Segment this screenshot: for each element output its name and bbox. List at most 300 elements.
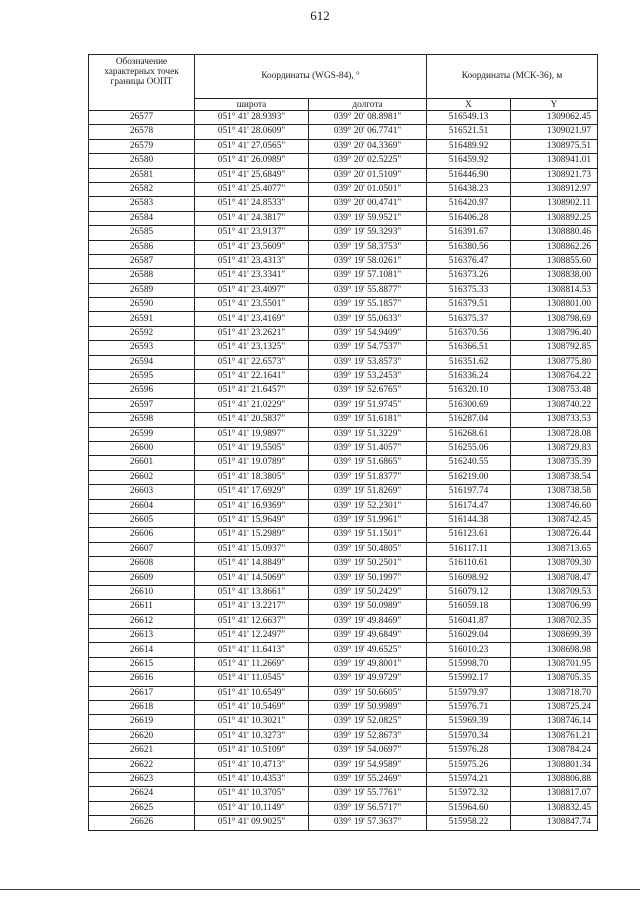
latitude-cell: 051° 41' 28.9393" [195, 111, 309, 125]
coordinates-table [88, 54, 598, 831]
point-number: 26603 [89, 485, 195, 499]
latitude-cell: 051° 41' 23.4097" [195, 283, 309, 297]
x-cell: 516287.04 [427, 413, 511, 427]
y-cell: 1308735.39 [511, 456, 598, 470]
point-number: 26622 [89, 758, 195, 772]
longitude-cell: 039° 20' 08.8981" [309, 111, 427, 125]
latitude-cell: 051° 41' 24.8533" [195, 197, 309, 211]
longitude-cell: 039° 19' 51.6181" [309, 413, 427, 427]
y-cell: 1308792.85 [511, 341, 598, 355]
x-cell: 516268.61 [427, 427, 511, 441]
table-row [89, 629, 598, 643]
y-cell: 1308738.58 [511, 485, 598, 499]
table-row [89, 657, 598, 671]
table-row [89, 154, 598, 168]
longitude-cell: 039° 19' 49.8001" [309, 657, 427, 671]
latitude-cell: 051° 41' 11.2669" [195, 657, 309, 671]
point-number: 26579 [89, 139, 195, 153]
x-cell: 516366.51 [427, 341, 511, 355]
table-row [89, 197, 598, 211]
x-cell: 516379.51 [427, 298, 511, 312]
x-cell: 516446.90 [427, 168, 511, 182]
y-cell: 1308832.45 [511, 801, 598, 815]
longitude-cell: 039° 19' 51.8377" [309, 470, 427, 484]
longitude-cell: 039° 19' 53.2453" [309, 370, 427, 384]
x-cell: 516320.10 [427, 384, 511, 398]
latitude-cell: 051° 41' 21.6457" [195, 384, 309, 398]
x-cell: 516380.56 [427, 240, 511, 254]
table-row [89, 499, 598, 513]
x-cell: 516489.92 [427, 139, 511, 153]
table-row [89, 254, 598, 268]
latitude-cell: 051° 41' 18.3805" [195, 470, 309, 484]
point-number: 26606 [89, 528, 195, 542]
table-row [89, 226, 598, 240]
point-number: 26588 [89, 269, 195, 283]
point-number: 26593 [89, 341, 195, 355]
longitude-cell: 039° 19' 55.0633" [309, 312, 427, 326]
longitude-cell: 039° 19' 51.3229" [309, 427, 427, 441]
y-cell: 1308701.95 [511, 657, 598, 671]
longitude-cell: 039° 19' 51.8269" [309, 485, 427, 499]
table-row [89, 485, 598, 499]
y-cell: 1308698.98 [511, 643, 598, 657]
point-number: 26625 [89, 801, 195, 815]
longitude-cell: 039° 19' 55.1857" [309, 298, 427, 312]
table-body [89, 111, 598, 831]
longitude-cell: 039° 19' 53.8573" [309, 355, 427, 369]
y-cell: 1309062.45 [511, 111, 598, 125]
y-cell: 1308702.35 [511, 614, 598, 628]
bottom-rule [0, 889, 640, 890]
longitude-cell: 039° 20' 01.0501" [309, 182, 427, 196]
x-cell: 515972.32 [427, 787, 511, 801]
longitude-cell: 039° 19' 56.5717" [309, 801, 427, 815]
longitude-cell: 039° 19' 51.4057" [309, 441, 427, 455]
longitude-cell: 039° 19' 51.9745" [309, 398, 427, 412]
header-longitude: долгота [309, 99, 427, 111]
longitude-cell: 039° 19' 55.2469" [309, 772, 427, 786]
latitude-cell: 051° 41' 19.5505" [195, 441, 309, 455]
x-cell: 515958.22 [427, 816, 511, 830]
latitude-cell: 051° 41' 11.0545" [195, 672, 309, 686]
table-row [89, 801, 598, 815]
point-number: 26584 [89, 211, 195, 225]
latitude-cell: 051° 41' 12.2497" [195, 629, 309, 643]
longitude-cell: 039° 20' 02.5225" [309, 154, 427, 168]
header-y: Y [511, 99, 598, 111]
table-row [89, 312, 598, 326]
x-cell: 516041.87 [427, 614, 511, 628]
table-row [89, 744, 598, 758]
longitude-cell: 039° 19' 52.8673" [309, 729, 427, 743]
y-cell: 1308725.24 [511, 701, 598, 715]
longitude-cell: 039° 19' 50.2429" [309, 585, 427, 599]
latitude-cell: 051° 41' 19.9897" [195, 427, 309, 441]
point-number: 26616 [89, 672, 195, 686]
longitude-cell: 039° 19' 50.0989" [309, 600, 427, 614]
point-number: 26578 [89, 125, 195, 139]
longitude-cell: 039° 19' 59.9521" [309, 211, 427, 225]
y-cell: 1308975.51 [511, 139, 598, 153]
y-cell: 1308862.26 [511, 240, 598, 254]
x-cell: 516079.12 [427, 585, 511, 599]
x-cell: 515998.70 [427, 657, 511, 671]
longitude-cell: 039° 19' 50.9989" [309, 701, 427, 715]
latitude-cell: 051° 41' 28.0609" [195, 125, 309, 139]
longitude-cell: 039° 19' 50.6605" [309, 686, 427, 700]
y-cell: 1308742.45 [511, 513, 598, 527]
y-cell: 1308699.39 [511, 629, 598, 643]
latitude-cell: 051° 41' 16.9369" [195, 499, 309, 513]
table-row [89, 413, 598, 427]
x-cell: 516375.33 [427, 283, 511, 297]
longitude-cell: 039° 19' 50.1997" [309, 571, 427, 585]
y-cell: 1308746.14 [511, 715, 598, 729]
point-number: 26626 [89, 816, 195, 830]
latitude-cell: 051° 41' 10.4353" [195, 772, 309, 786]
latitude-cell: 051° 41' 10.4713" [195, 758, 309, 772]
x-cell: 515964.60 [427, 801, 511, 815]
x-cell: 516144.38 [427, 513, 511, 527]
header-msk36: Координаты (МСК-36), м [427, 55, 598, 99]
point-number: 26595 [89, 370, 195, 384]
latitude-cell: 051° 41' 11.6413" [195, 643, 309, 657]
longitude-cell: 039° 19' 57.1081" [309, 269, 427, 283]
y-cell: 1308806.88 [511, 772, 598, 786]
longitude-cell: 039° 19' 54.7537" [309, 341, 427, 355]
x-cell: 516010.23 [427, 643, 511, 657]
y-cell: 1308814.53 [511, 283, 598, 297]
point-number: 26592 [89, 326, 195, 340]
table-row [89, 600, 598, 614]
table-row [89, 355, 598, 369]
y-cell: 1308798.69 [511, 312, 598, 326]
y-cell: 1308706.99 [511, 600, 598, 614]
point-number: 26577 [89, 111, 195, 125]
point-number: 26617 [89, 686, 195, 700]
x-cell: 516373.26 [427, 269, 511, 283]
latitude-cell: 051° 41' 26.0989" [195, 154, 309, 168]
latitude-cell: 051° 41' 15.0937" [195, 542, 309, 556]
latitude-cell: 051° 41' 21.0229" [195, 398, 309, 412]
table-row [89, 211, 598, 225]
y-cell: 1308941.01 [511, 154, 598, 168]
x-cell: 516438.23 [427, 182, 511, 196]
point-number: 26608 [89, 557, 195, 571]
latitude-cell: 051° 41' 10.5109" [195, 744, 309, 758]
x-cell: 516300.69 [427, 398, 511, 412]
y-cell: 1308838.00 [511, 269, 598, 283]
latitude-cell: 051° 41' 10.6549" [195, 686, 309, 700]
point-number: 26601 [89, 456, 195, 470]
latitude-cell: 051° 41' 15.9649" [195, 513, 309, 527]
latitude-cell: 051° 41' 14.8849" [195, 557, 309, 571]
longitude-cell: 039° 19' 51.1501" [309, 528, 427, 542]
table-row [89, 816, 598, 830]
latitude-cell: 051° 41' 10.3021" [195, 715, 309, 729]
header-wgs84: Координаты (WGS-84), ° [195, 55, 427, 99]
table-row [89, 427, 598, 441]
point-number: 26597 [89, 398, 195, 412]
table-row [89, 614, 598, 628]
y-cell: 1308796.40 [511, 326, 598, 340]
table-row [89, 384, 598, 398]
longitude-cell: 039° 19' 55.8877" [309, 283, 427, 297]
point-number: 26604 [89, 499, 195, 513]
latitude-cell: 051° 41' 14.5069" [195, 571, 309, 585]
latitude-cell: 051° 41' 17.6929" [195, 485, 309, 499]
x-cell: 516459.92 [427, 154, 511, 168]
y-cell: 1308892.25 [511, 211, 598, 225]
point-number: 26614 [89, 643, 195, 657]
table-row [89, 139, 598, 153]
longitude-cell: 039° 19' 52.0825" [309, 715, 427, 729]
point-number: 26580 [89, 154, 195, 168]
point-number: 26610 [89, 585, 195, 599]
table-row [89, 326, 598, 340]
header-latitude: широта [195, 99, 309, 111]
x-cell: 516376.47 [427, 254, 511, 268]
latitude-cell: 051° 41' 10.3273" [195, 729, 309, 743]
latitude-cell: 051° 41' 23.4313" [195, 254, 309, 268]
table-row [89, 772, 598, 786]
longitude-cell: 039° 19' 49.6849" [309, 629, 427, 643]
table-row [89, 528, 598, 542]
x-cell: 515979.97 [427, 686, 511, 700]
table-row [89, 240, 598, 254]
x-cell: 516098.92 [427, 571, 511, 585]
header-designation: Обозначение характерных точек границы ООПТ [89, 55, 195, 111]
point-number: 26583 [89, 197, 195, 211]
longitude-cell: 039° 19' 49.9729" [309, 672, 427, 686]
x-cell: 516255.06 [427, 441, 511, 455]
longitude-cell: 039° 19' 54.9409" [309, 326, 427, 340]
y-cell: 1308753.48 [511, 384, 598, 398]
x-cell: 516370.56 [427, 326, 511, 340]
point-number: 26611 [89, 600, 195, 614]
y-cell: 1308713.65 [511, 542, 598, 556]
y-cell: 1308801.34 [511, 758, 598, 772]
y-cell: 1308709.30 [511, 557, 598, 571]
x-cell: 516219.00 [427, 470, 511, 484]
table-row [89, 470, 598, 484]
latitude-cell: 051° 41' 23.3341" [195, 269, 309, 283]
longitude-cell: 039° 19' 54.0697" [309, 744, 427, 758]
point-number: 26598 [89, 413, 195, 427]
x-cell: 516123.61 [427, 528, 511, 542]
page-number: 612 [310, 8, 330, 23]
x-cell: 516110.61 [427, 557, 511, 571]
longitude-cell: 039° 19' 49.8469" [309, 614, 427, 628]
y-cell: 1308855.60 [511, 254, 598, 268]
point-number: 26605 [89, 513, 195, 527]
point-number: 26599 [89, 427, 195, 441]
y-cell: 1308708.47 [511, 571, 598, 585]
x-cell: 515969.39 [427, 715, 511, 729]
y-cell: 1308726.44 [511, 528, 598, 542]
x-cell: 516240.55 [427, 456, 511, 470]
latitude-cell: 051° 41' 10.5469" [195, 701, 309, 715]
y-cell: 1308921.73 [511, 168, 598, 182]
longitude-cell: 039° 19' 55.7761" [309, 787, 427, 801]
table-row [89, 370, 598, 384]
x-cell: 516420.97 [427, 197, 511, 211]
latitude-cell: 051° 41' 23.5501" [195, 298, 309, 312]
latitude-cell: 051° 41' 20.5837" [195, 413, 309, 427]
table-row [89, 341, 598, 355]
longitude-cell: 039° 19' 58.0261" [309, 254, 427, 268]
latitude-cell: 051° 41' 13.2217" [195, 600, 309, 614]
table-row [89, 542, 598, 556]
longitude-cell: 039° 19' 51.9961" [309, 513, 427, 527]
table-row [89, 182, 598, 196]
y-cell: 1308912.97 [511, 182, 598, 196]
latitude-cell: 051° 41' 15.2989" [195, 528, 309, 542]
latitude-cell: 051° 41' 23.9137" [195, 226, 309, 240]
point-number: 26623 [89, 772, 195, 786]
table-row [89, 571, 598, 585]
point-number: 26615 [89, 657, 195, 671]
latitude-cell: 051° 41' 19.0789" [195, 456, 309, 470]
x-cell: 516549.13 [427, 111, 511, 125]
table-row [89, 398, 598, 412]
y-cell: 1308784.24 [511, 744, 598, 758]
point-number: 26613 [89, 629, 195, 643]
table-row [89, 168, 598, 182]
point-number: 26624 [89, 787, 195, 801]
latitude-cell: 051° 41' 23.5609" [195, 240, 309, 254]
table-row [89, 729, 598, 743]
table-row [89, 111, 598, 125]
table-row [89, 715, 598, 729]
longitude-cell: 039° 20' 06.7741" [309, 125, 427, 139]
point-number: 26581 [89, 168, 195, 182]
y-cell: 1308728.08 [511, 427, 598, 441]
table-row [89, 298, 598, 312]
point-number: 26594 [89, 355, 195, 369]
y-cell: 1308738.54 [511, 470, 598, 484]
x-cell: 516174.47 [427, 499, 511, 513]
y-cell: 1308880.46 [511, 226, 598, 240]
latitude-cell: 051° 41' 23.1325" [195, 341, 309, 355]
x-cell: 516391.67 [427, 226, 511, 240]
point-number: 26600 [89, 441, 195, 455]
latitude-cell: 051° 41' 27.0565" [195, 139, 309, 153]
table-row [89, 787, 598, 801]
latitude-cell: 051° 41' 25.6849" [195, 168, 309, 182]
x-cell: 515975.26 [427, 758, 511, 772]
x-cell: 516351.62 [427, 355, 511, 369]
longitude-cell: 039° 19' 54.9589" [309, 758, 427, 772]
latitude-cell: 051° 41' 10.3705" [195, 787, 309, 801]
table-row [89, 585, 598, 599]
longitude-cell: 039° 20' 00.4741" [309, 197, 427, 211]
longitude-cell: 039° 19' 57.3637" [309, 816, 427, 830]
latitude-cell: 051° 41' 23.4169" [195, 312, 309, 326]
point-number: 26589 [89, 283, 195, 297]
x-cell: 515976.28 [427, 744, 511, 758]
header-x: X [427, 99, 511, 111]
y-cell: 1308746.60 [511, 499, 598, 513]
latitude-cell: 051° 41' 25.4077" [195, 182, 309, 196]
y-cell: 1308733.53 [511, 413, 598, 427]
y-cell: 1308902.11 [511, 197, 598, 211]
point-number: 26609 [89, 571, 195, 585]
latitude-cell: 051° 41' 22.1641" [195, 370, 309, 384]
point-number: 26607 [89, 542, 195, 556]
longitude-cell: 039° 19' 58.3753" [309, 240, 427, 254]
y-cell: 1309021.97 [511, 125, 598, 139]
latitude-cell: 051° 41' 12.6637" [195, 614, 309, 628]
point-number: 26582 [89, 182, 195, 196]
longitude-cell: 039° 19' 49.6525" [309, 643, 427, 657]
table-row [89, 686, 598, 700]
longitude-cell: 039° 19' 52.2301" [309, 499, 427, 513]
latitude-cell: 051° 41' 09.9025" [195, 816, 309, 830]
longitude-cell: 039° 20' 01.5109" [309, 168, 427, 182]
table-row [89, 283, 598, 297]
latitude-cell: 051° 41' 10.1149" [195, 801, 309, 815]
table-row [89, 758, 598, 772]
latitude-cell: 051° 41' 23.2621" [195, 326, 309, 340]
longitude-cell: 039° 19' 51.6865" [309, 456, 427, 470]
table-row [89, 269, 598, 283]
x-cell: 515992.17 [427, 672, 511, 686]
table-row [89, 701, 598, 715]
point-number: 26620 [89, 729, 195, 743]
table-row [89, 643, 598, 657]
table-row [89, 513, 598, 527]
point-number: 26621 [89, 744, 195, 758]
point-number: 26586 [89, 240, 195, 254]
y-cell: 1308847.74 [511, 816, 598, 830]
x-cell: 516197.74 [427, 485, 511, 499]
table-row [89, 672, 598, 686]
x-cell: 515976.71 [427, 701, 511, 715]
y-cell: 1308775.80 [511, 355, 598, 369]
point-number: 26591 [89, 312, 195, 326]
y-cell: 1308718.70 [511, 686, 598, 700]
x-cell: 516375.37 [427, 312, 511, 326]
table-row [89, 557, 598, 571]
y-cell: 1308761.21 [511, 729, 598, 743]
x-cell: 516336.24 [427, 370, 511, 384]
table-row [89, 456, 598, 470]
table-row [89, 441, 598, 455]
x-cell: 516059.18 [427, 600, 511, 614]
longitude-cell: 039° 19' 50.4805" [309, 542, 427, 556]
point-number: 26618 [89, 701, 195, 715]
point-number: 26619 [89, 715, 195, 729]
point-number: 26612 [89, 614, 195, 628]
y-cell: 1308817.07 [511, 787, 598, 801]
latitude-cell: 051° 41' 22.6573" [195, 355, 309, 369]
table-row [89, 125, 598, 139]
y-cell: 1308740.22 [511, 398, 598, 412]
y-cell: 1308729.83 [511, 441, 598, 455]
x-cell: 515970.34 [427, 729, 511, 743]
y-cell: 1308709.53 [511, 585, 598, 599]
x-cell: 516029.04 [427, 629, 511, 643]
longitude-cell: 039° 19' 52.6765" [309, 384, 427, 398]
longitude-cell: 039° 20' 04.3369" [309, 139, 427, 153]
y-cell: 1308705.35 [511, 672, 598, 686]
y-cell: 1308801.00 [511, 298, 598, 312]
y-cell: 1308764.22 [511, 370, 598, 384]
longitude-cell: 039° 19' 59.3293" [309, 226, 427, 240]
point-number: 26585 [89, 226, 195, 240]
